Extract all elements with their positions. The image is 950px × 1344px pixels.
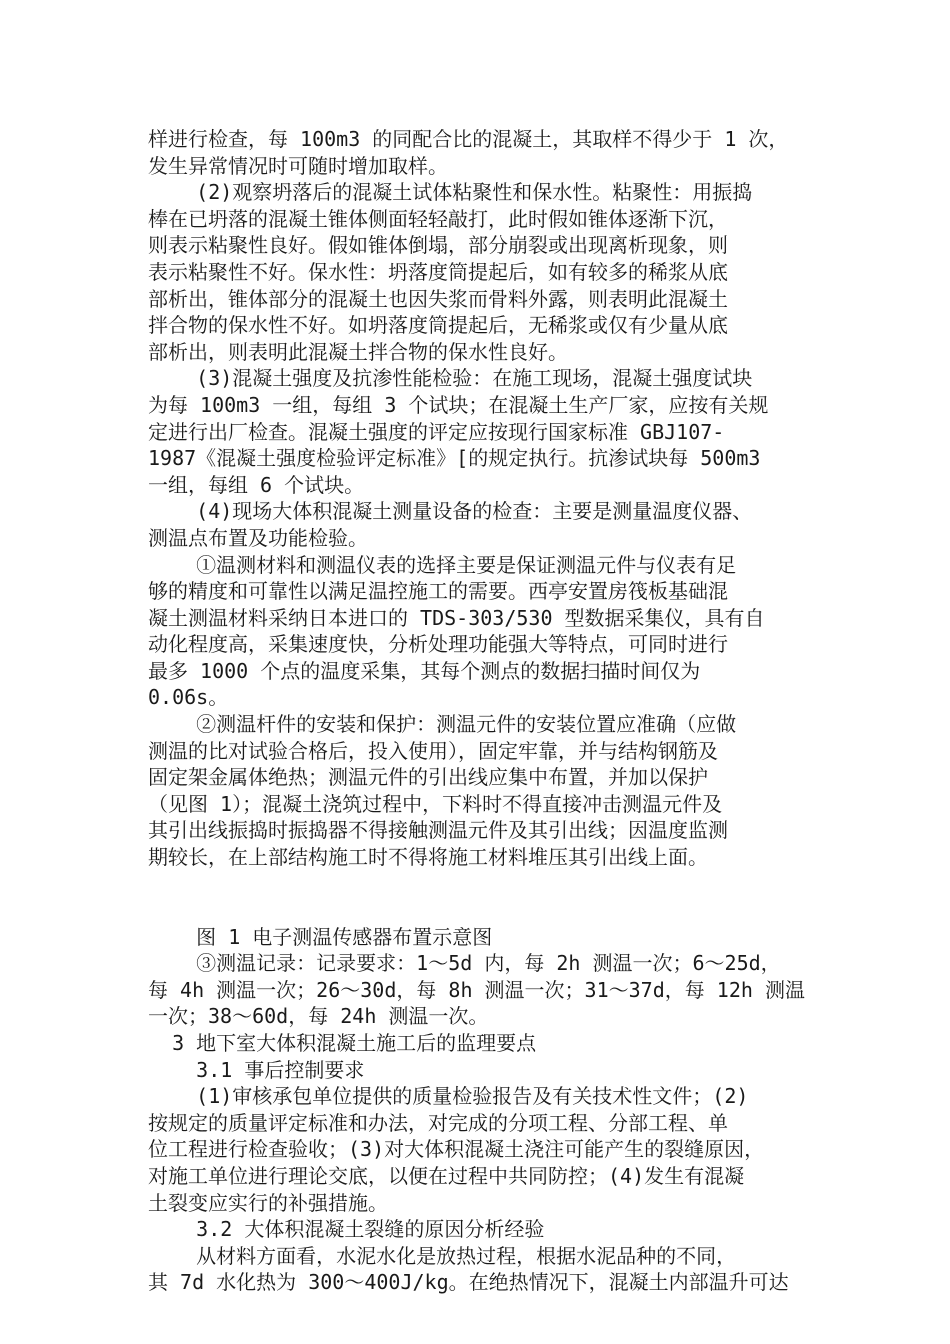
text-block-1 xyxy=(148,126,808,871)
section-heading: 3 地下室大体积混凝土施工后的监理要点 xyxy=(148,1031,537,1055)
text-line: (4)现场大体积混凝土测量设备的检查：主要是测量温度仪器、 xyxy=(148,499,753,524)
text-line: 发生异常情况时可随时增加取样。 xyxy=(148,153,448,178)
text-line: 1987《混凝土强度检验评定标准》[的规定执行。抗渗试块每 500m3 xyxy=(148,446,761,471)
figure-placeholder-gap xyxy=(148,871,808,924)
text-line: 表示粘聚性不好。保水性：坍落度筒提起后，如有较多的稀浆从底 xyxy=(148,259,728,284)
text-line: 一次；38～60d，每 24h 测温一次。 xyxy=(148,1004,489,1029)
text-line: 按规定的质量评定标准和办法，对完成的分项工程、分部工程、单 xyxy=(148,1110,728,1135)
text-line: 部析出，锥体部分的混凝土也因失浆而骨料外露，则表明此混凝土 xyxy=(148,286,728,311)
text-line: 每 4h 测温一次；26～30d，每 8h 测温一次；31～37d，每 12h 测温 xyxy=(148,977,805,1002)
figure-caption: 图 1 电子测温传感器布置示意图 xyxy=(148,924,493,949)
text-line: (2)观察坍落后的混凝土试体粘聚性和保水性。粘聚性：用振捣 xyxy=(148,180,753,205)
text-line: 够的精度和可靠性以满足温控施工的需要。西亭安置房筏板基础混 xyxy=(148,579,728,604)
text-line: 则表示粘聚性良好。假如锥体倒塌，部分崩裂或出现离析现象，则 xyxy=(148,233,728,258)
text-line: 土裂变应实行的补强措施。 xyxy=(148,1190,388,1215)
text-line: 部析出，则表明此混凝土拌合物的保水性良好。 xyxy=(148,339,568,364)
text-line: 测温点布置及功能检验。 xyxy=(148,525,368,550)
text-line: 0.06s。 xyxy=(148,685,229,710)
text-line: 对施工单位进行理论交底，以便在过程中共同防控；(4)发生有混凝 xyxy=(148,1163,745,1188)
text-line: 位工程进行检查验收；(3)对大体积混凝土浇注可能产生的裂缝原因， xyxy=(148,1137,765,1162)
text-line: 棒在已坍落的混凝土锥体侧面轻轻敲打，此时假如锥体逐渐下沉， xyxy=(148,206,728,231)
text-line: 固定架金属体绝热；测温元件的引出线应集中布置，并加以保护 xyxy=(148,765,708,790)
text-line: (1)审核承包单位提供的质量检验报告及有关技术性文件；(2) xyxy=(148,1084,749,1109)
text-line: 拌合物的保水性不好。如坍落度筒提起后，无稀浆或仅有少量从底 xyxy=(148,313,728,338)
text-block-2 xyxy=(148,924,808,1296)
text-line: 测温的比对试验合格后，投入使用），固定牢靠，并与结构钢筋及 xyxy=(148,738,718,763)
text-line: 一组，每组 6 个试块。 xyxy=(148,472,365,497)
text-line: 期较长，在上部结构施工时不得将施工材料堆压其引出线上面。 xyxy=(148,845,708,870)
text-line: 样进行检查，每 100m3 的同配合比的混凝土，其取样不得少于 1 次， xyxy=(148,127,789,151)
text-line: 其引出线振捣时振捣器不得接触测温元件及其引出线；因温度监测 xyxy=(148,818,728,843)
subsection-heading: 3.1 事后控制要求 xyxy=(148,1057,365,1082)
subsection-heading: 3.2 大体积混凝土裂缝的原因分析经验 xyxy=(148,1217,545,1242)
text-line: 凝土测温材料采纳日本进口的 TDS-303/530 型数据采集仪，具有自 xyxy=(148,605,765,630)
text-line: 为每 100m3 一组，每组 3 个试块；在混凝土生产厂家，应按有关规 xyxy=(148,392,769,417)
text-line: 定进行出厂检查。混凝土强度的评定应按现行国家标准 GBJ107- xyxy=(148,419,725,444)
text-line: ①温测材料和测温仪表的选择主要是保证测温元件与仪表有足 xyxy=(148,552,737,577)
text-line: 从材料方面看，水泥水化是放热过程，根据水泥品种的不同， xyxy=(148,1243,737,1268)
document-body xyxy=(148,126,808,1296)
text-line: 动化程度高，采集速度快，分析处理功能强大等特点，可同时进行 xyxy=(148,632,728,657)
text-line: ②测温杆件的安装和保护：测温元件的安装位置应准确（应做 xyxy=(148,712,737,737)
text-line: （见图 1）；混凝土浇筑过程中，下料时不得直接冲击测温元件及 xyxy=(148,791,723,816)
text-line: ③测温记录：记录要求：1～5d 内，每 2h 测温一次；6～25d， xyxy=(148,951,781,976)
text-line: 最多 1000 个点的温度采集，其每个测点的数据扫描时间仅为 xyxy=(148,658,701,683)
text-line: (3)混凝土强度及抗渗性能检验：在施工现场，混凝土强度试块 xyxy=(148,366,753,391)
text-line: 其 7d 水化热为 300～400J/kg。在绝热情况下，混凝土内部温升可达 xyxy=(148,1270,789,1295)
